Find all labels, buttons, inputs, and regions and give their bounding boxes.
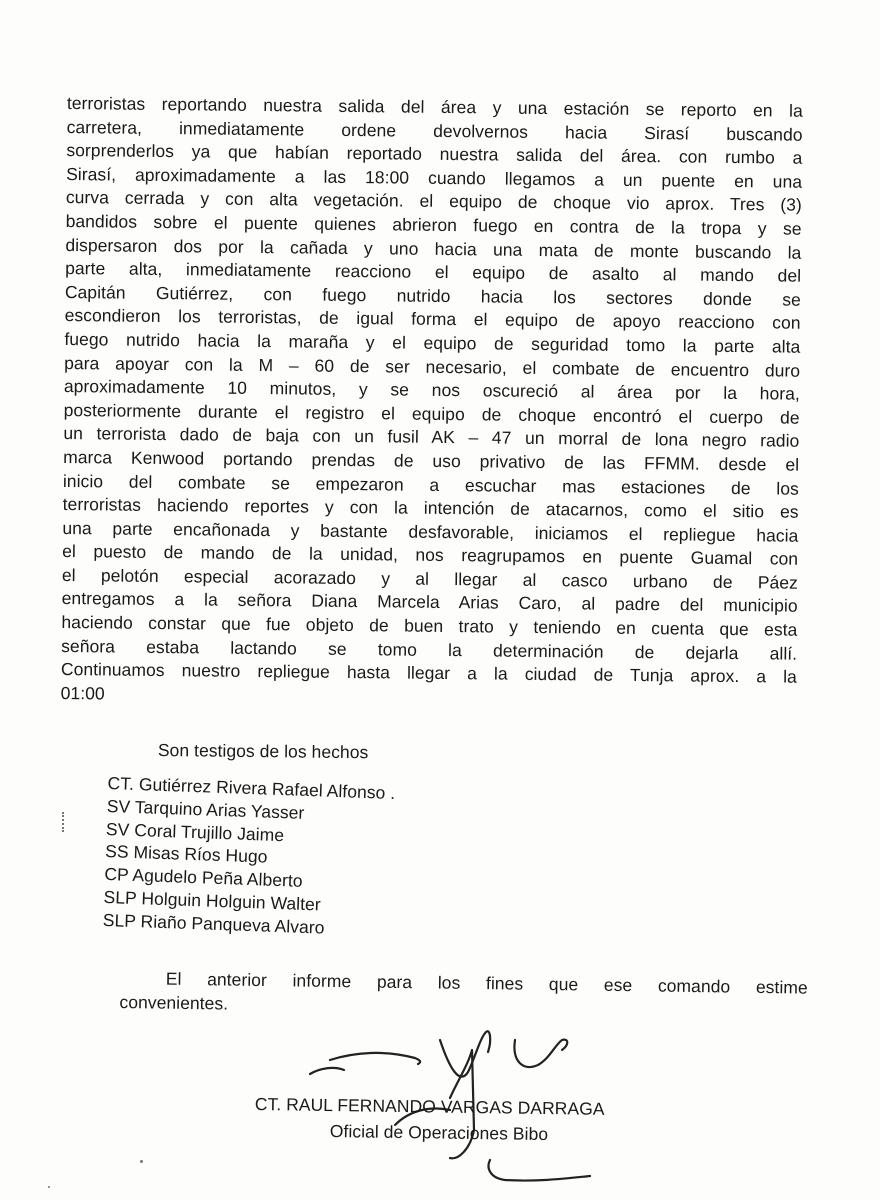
report-line: 01:00 xyxy=(60,682,105,704)
witness-list xyxy=(102,772,395,942)
scan-speck xyxy=(48,1186,50,1188)
report-line: terroristas haciendo reportes y con la intención de atacarnos, como el sitio es xyxy=(62,494,799,522)
report-line: el puesto de mando de la unidad, nos reagrupamos en puente Guamal con xyxy=(62,541,799,569)
report-line: dispersaron dos por la cañada y uno hacia una mata de monte buscando la xyxy=(65,234,802,263)
report-line: un terrorista dado de baja con un fusil AK – 47 un morral de lona negro radio xyxy=(63,423,800,452)
report-line: haciendo constar que fue objeto de buen trato y teniendo en cuenta que esta xyxy=(61,612,798,640)
report-line: posteriormente durante el registro el equipo de choque encontró el cuerpo de xyxy=(63,399,800,428)
report-line: fuego nutrido hacia la maraña y el equipo de seguridad tomo la parte alta xyxy=(64,328,801,357)
report-line: aproximadamente 10 minutos, y se nos oscureció al área por la hora, xyxy=(63,376,800,404)
report-line: carretera, inmediatamente ordene devolvernos hacia Sirasí buscando xyxy=(66,116,803,145)
witness-item: CT. Gutiérrez Rivera Rafael Alfonso . xyxy=(107,772,396,804)
report-line: terroristas reportando nuestra salida del área y una estación se reporto en la xyxy=(66,92,803,121)
witness-item: SV Tarquino Arias Yasser xyxy=(106,795,305,823)
report-line: sorprenderlos ya que habían reportado nuestra salida del área. con rumbo a xyxy=(66,140,803,168)
signer-name: CT. RAUL FERNANDO VARGAS DARRAGA xyxy=(254,1094,605,1119)
witnesses-intro: Son testigos de los hechos xyxy=(157,740,369,763)
report-line: para apoyar con la M – 60 de ser necesario, el combate de encuentro duro xyxy=(64,352,801,381)
report-line: bandidos sobre el puente quienes abrieron fuego en contra de la tropa y se xyxy=(65,210,802,239)
report-line: el pelotón especial acorazado y al llegar al casco urbano de Páez xyxy=(61,564,799,593)
report-line: marca Kenwood portando prendas de uso privativo de las FFMM. desde el xyxy=(63,446,800,475)
closing-line: El anterior informe para los fines que ese comando estime xyxy=(165,968,808,998)
report-line: Continuamos nuestro repliegue hasta llegar a la ciudad de Tunja aprox. a la xyxy=(60,659,798,687)
report-line: señora estaba lactando se tomo la determinación de dejarla allí. xyxy=(61,635,798,664)
witness-item: CP Agudelo Peña Alberto xyxy=(104,864,304,892)
witness-item: SS Misas Ríos Hugo xyxy=(104,841,268,868)
signer-title: Oficial de Operaciones Bibo xyxy=(329,1121,549,1145)
closing-line: convenientes. xyxy=(119,991,229,1014)
report-line: Capitán Gutiérrez, con fuego nutrido hacia los sectores donde se xyxy=(64,281,801,310)
witness-item: SV Coral Trujillo Jaime xyxy=(105,818,285,845)
report-line: una parte encañonada y bastante desfavorable, iniciamos el repliegue hacia xyxy=(62,517,799,546)
scan-speck xyxy=(140,1160,143,1163)
margin-mark xyxy=(62,812,66,832)
report-line: curva cerrada y con alta vegetación. el equipo de choque vio aprox. Tres (3) xyxy=(65,187,802,216)
report-line: parte alta, inmediatamente reacciono el equipo de asalto al mando del xyxy=(65,258,802,286)
report-line: Sirasí, aproximadamente a las 18:00 cuando llegamos a un puente en una xyxy=(66,163,803,192)
report-body-paragraph xyxy=(61,92,803,713)
witness-item: SLP Riaño Panqueva Alvaro xyxy=(102,909,325,938)
report-line: entregamos a la señora Diana Marcela Arias Caro, al padre del municipio xyxy=(61,588,798,617)
report-line: escondieron los terroristas, de igual forma el equipo de apoyo reacciono con xyxy=(64,305,801,334)
witness-item: SLP Holguin Holguin Walter xyxy=(103,886,322,915)
report-line: inicio del combate se empezaron a escuchar mas estaciones de los xyxy=(62,470,799,499)
